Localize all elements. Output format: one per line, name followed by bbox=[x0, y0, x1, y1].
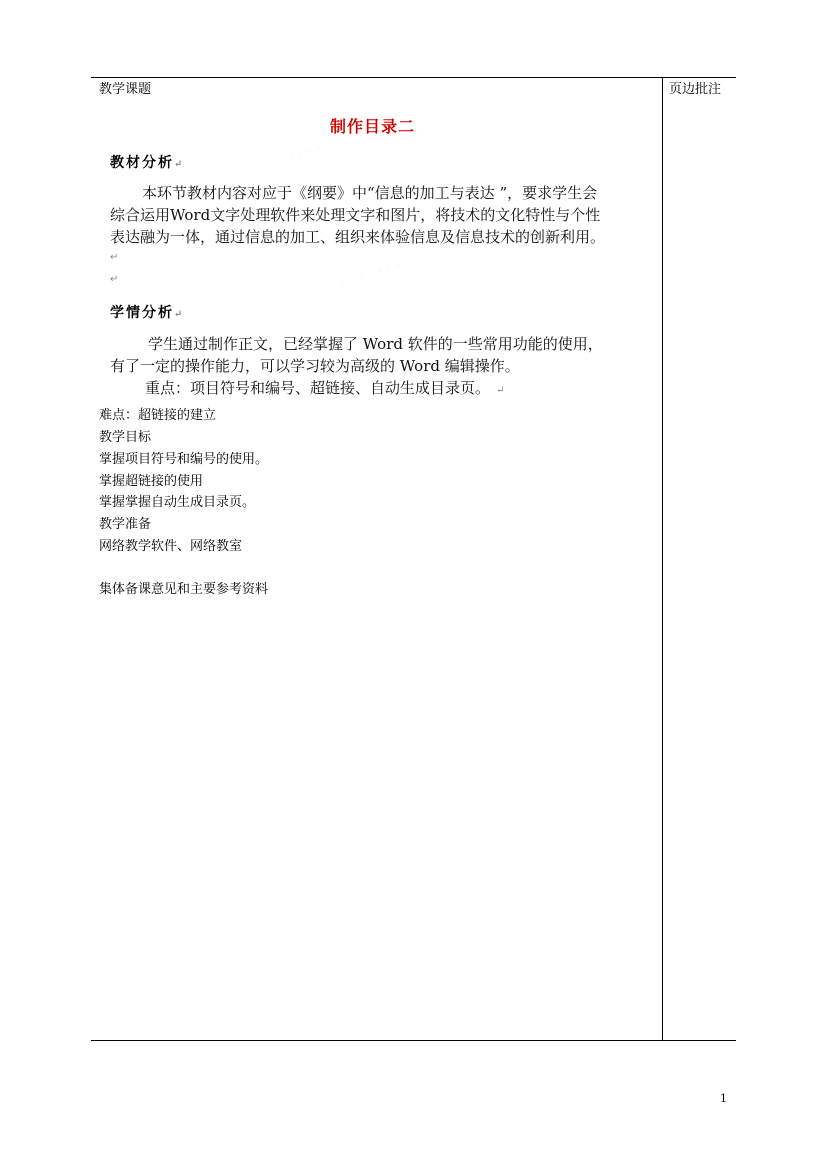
table-top-border bbox=[91, 77, 736, 78]
teaching-preparation-heading: 教学准备 bbox=[99, 517, 152, 532]
table-column-divider bbox=[662, 77, 663, 1041]
goal-item: 掌握超链接的使用 bbox=[99, 474, 204, 489]
paragraph-mark: ↵ bbox=[110, 274, 119, 285]
preparation-item: 网络教学软件、网络教室 bbox=[99, 539, 243, 554]
paragraph-line: 学生通过制作正文，已经掌握了 Word 软件的一些常用功能的使用， bbox=[148, 335, 603, 353]
page-title: 制作目录二 bbox=[330, 117, 416, 136]
teaching-goals-heading: 教学目标 bbox=[99, 430, 152, 445]
difficulty-line: 难点：超链接的建立 bbox=[99, 408, 217, 423]
section-heading-textbook-analysis: 教材分析↵ bbox=[110, 155, 185, 171]
paragraph-line: 本环节教材内容对应于《纲要》中“信息的加工与表达 ”，要求学生会 bbox=[142, 184, 598, 202]
paragraph-line: 有了一定的操作能力，可以学习较为高级的 Word 编辑操作。 bbox=[110, 357, 520, 375]
margin-notes-label: 页边批注 bbox=[669, 82, 722, 97]
page-number: 1 bbox=[720, 1092, 727, 1105]
table-bottom-border bbox=[91, 1040, 736, 1041]
paragraph-line: 重点：项目符号和编号、超链接、自动生成目录页。 ↵ bbox=[145, 379, 505, 397]
goal-item: 掌握掌握自动生成目录页。 bbox=[99, 495, 256, 510]
paragraph-line: 表达融为一体，通过信息的加工、组织来体验信息及信息技术的创新利用。 bbox=[110, 228, 606, 246]
lesson-topic-label: 教学课题 bbox=[99, 82, 152, 97]
paragraph-line: 综合运用Word文字处理软件来处理文字和图片，将技术的文化特性与个性 bbox=[110, 206, 601, 224]
collective-preparation-heading: 集体备课意见和主要参考资料 bbox=[99, 582, 269, 597]
document-page: 教学课题 页边批注 制作目录二 · · · · · · · · · · · · 教材分析↵ 本环节教材内容对应于《纲要》中“信息的加工与表达 ”，要求学生会 综合运用Word文字处理软件来处理文字和图片，将技术的文化特性与个性 表达融为一体，通过信息的加工、组织来体验信息及信息技术的创新利用。 ↵ ↵ 学情分析↵ 学生通过制作正文，已经掌握了 Word 软件的一些常用功能的使用， 有了一定的操作能力，可以学习较为高级的 Word 编辑操作。 重点：项目符号和编号、超链接、自动生成目录页。 ↵ 难点：超链接的建立 教学目标 掌握项目符号和编号的使用。 掌握超链接的使用 掌握掌握自动生成目录页。 教学准备 网络教学软件、网络教室 集体备课意见和主要参考资料 1 bbox=[0, 0, 827, 1170]
goal-item: 掌握项目符号和编号的使用。 bbox=[99, 452, 269, 467]
paragraph-mark: ↵ bbox=[110, 252, 119, 263]
section-heading-learner-analysis: 学情分析↵ bbox=[110, 305, 185, 321]
